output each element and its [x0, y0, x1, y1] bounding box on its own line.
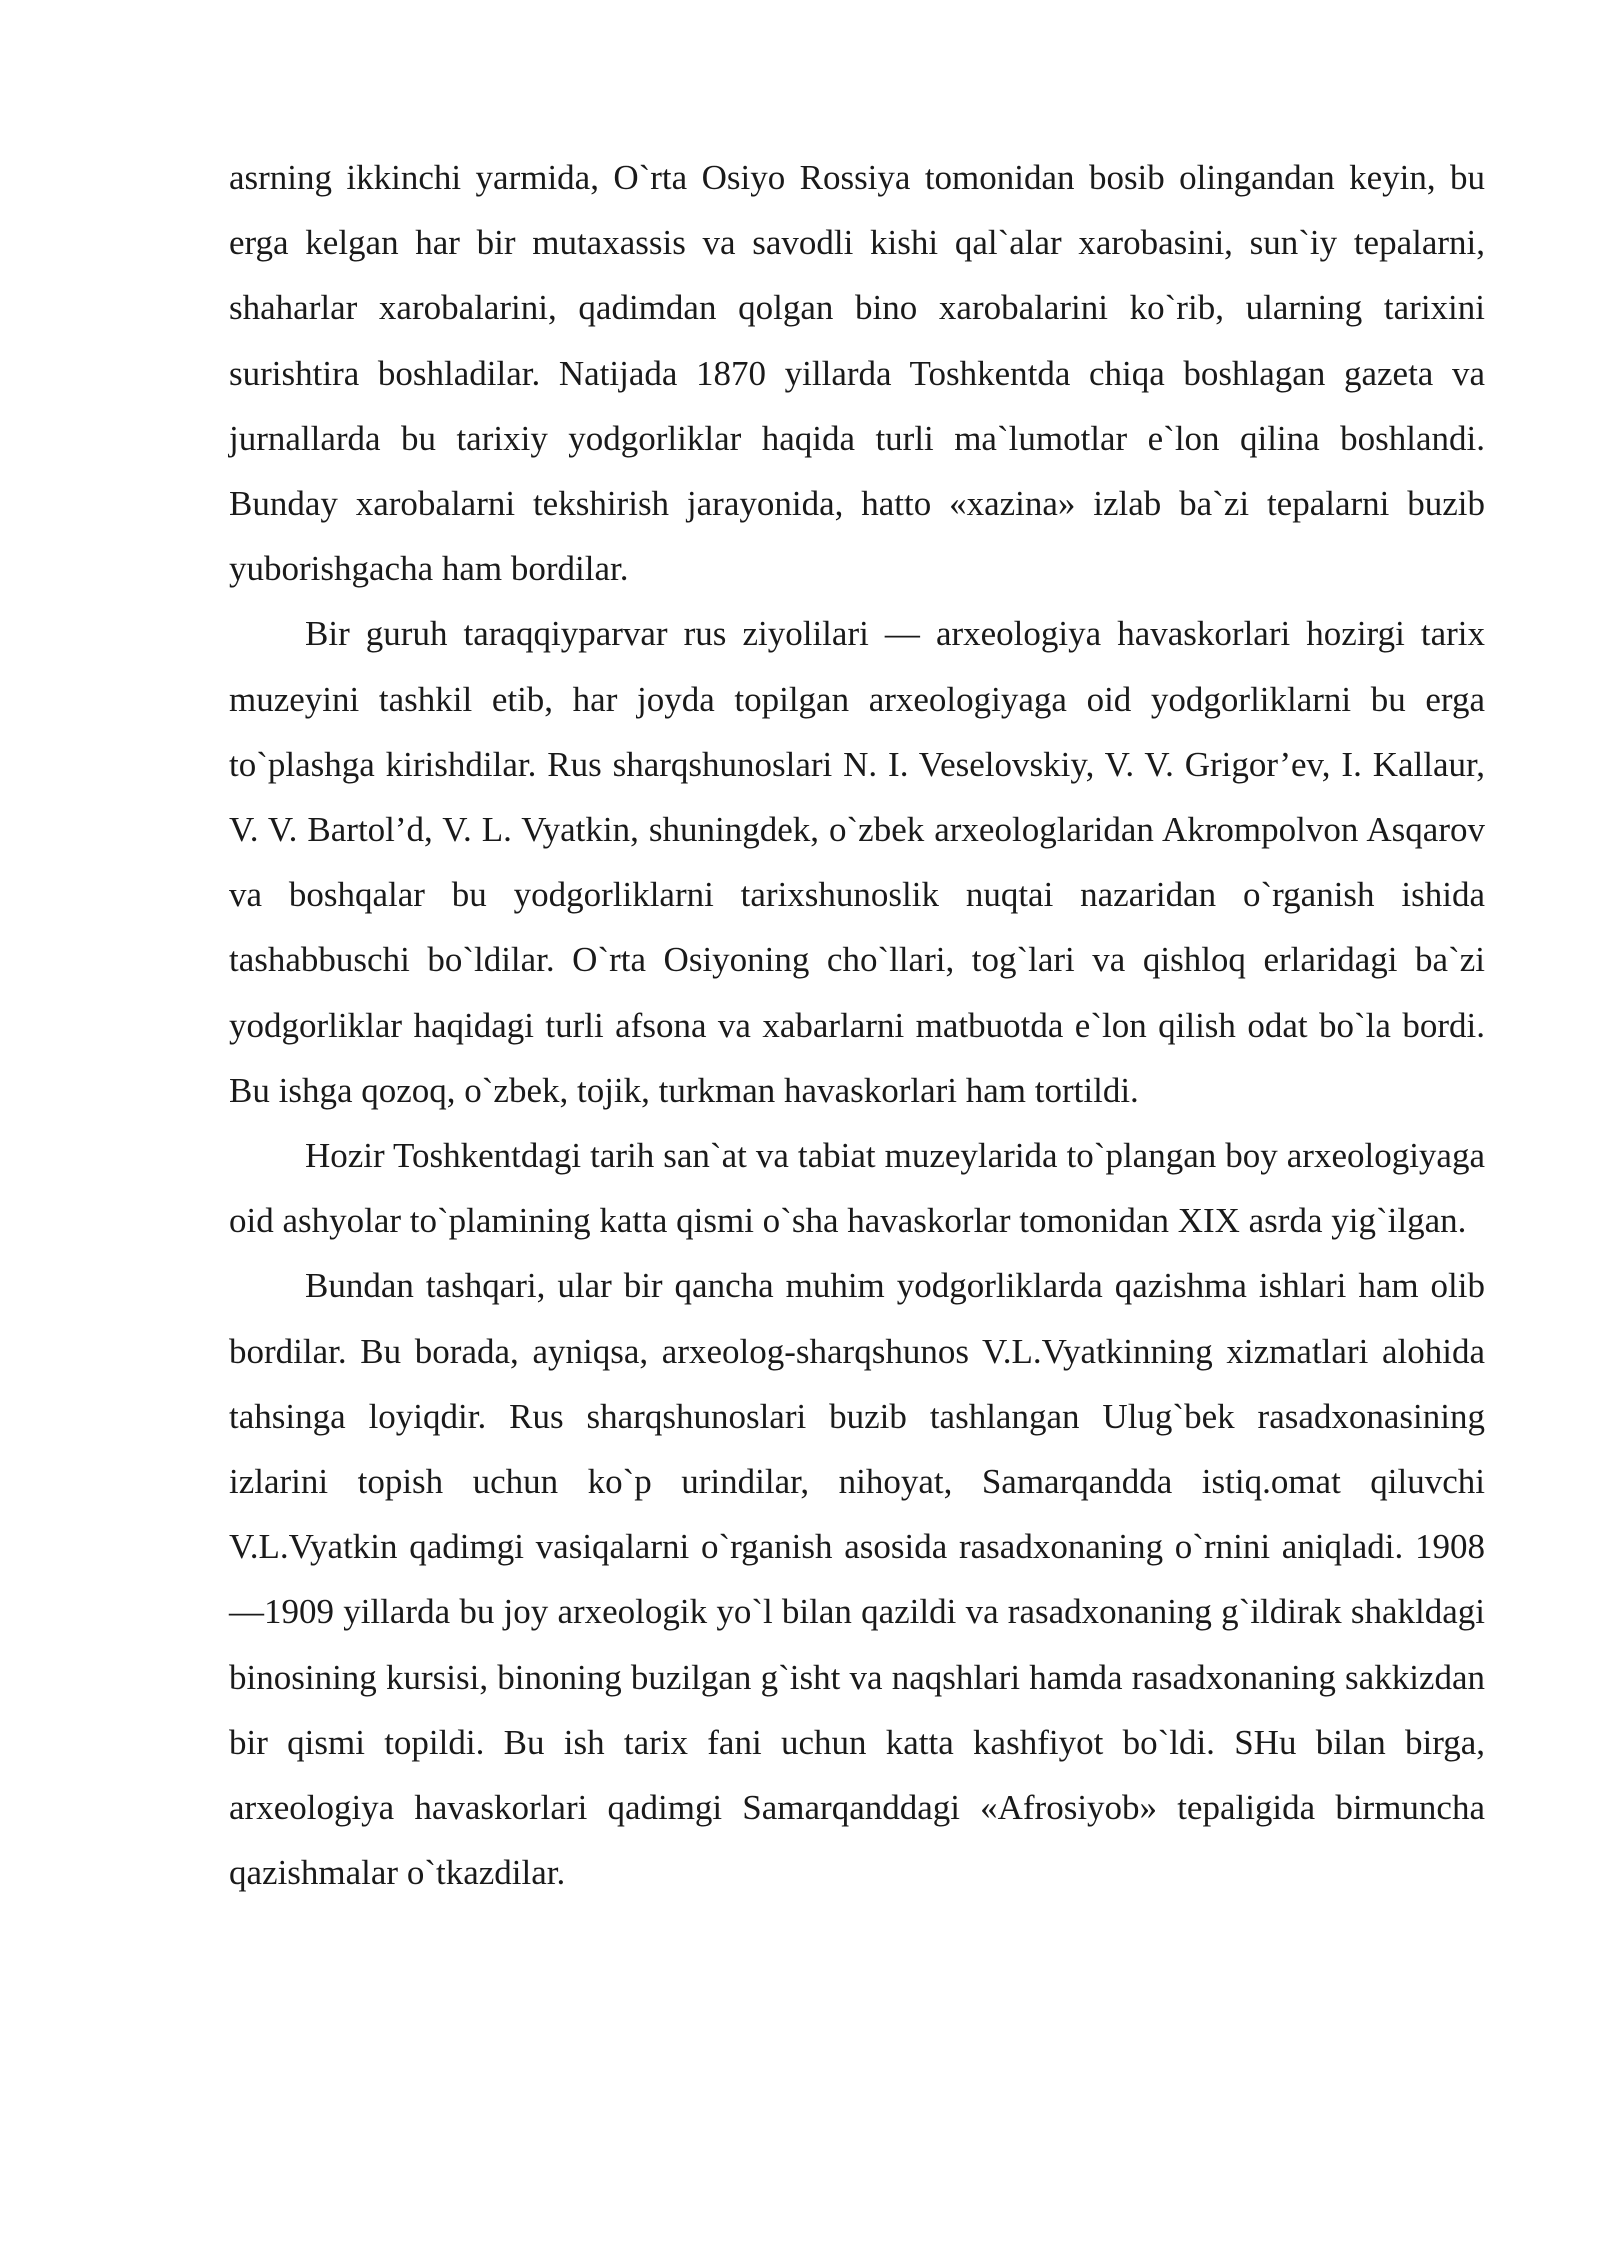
- paragraph-3: Hozir Toshkentdagi tarih san`at va tabiat muzeylarida to`plangan boy arxeologiyaga oid ashyolar to`plamining katta qismi o`sha havaskorlar tomonidan XIX asrda yig`ilgan.: [229, 1136, 1485, 1241]
- body-text: [229, 145, 1485, 1905]
- paragraph-4: Bundan tashqari, ular bir qancha muhim yodgorliklarda qazishma ishlari ham olib bordilar. Bu borada, ayniqsa, arxeolog-sharqshunos V.L.Vyatkinning xizmatlari alohida tahsinga loyiqdir. Rus sharqshunoslari buzib tashlangan Ulug`bek rasadxonasining izlarini topish uchun ko`p urindilar, nihoyat, Samarqandda istiq.omat qiluvchi V.L.Vyatkin qadimgi vasiqalarni o`rganish asosida rasadxonaning o`rnini aniqladi. 1908—1909 yillarda bu joy arxeologik yo`l bilan qazildi va rasadxonaning g`ildirak shakldagi binosining kursisi, binoning buzilgan g`isht va naqshlari hamda rasadxonaning sakkizdan bir qismi topildi. Bu ish tarix fani uchun katta kashfiyot bo`ldi. SHu bilan birga, arxeologiya havaskorlari qadimgi Samarqanddagi «Afrosiyob» tepaligida birmuncha qazishmalar o`tkazdilar.: [229, 1266, 1485, 1893]
- paragraph-2: Bir guruh taraqqiyparvar rus ziyolilari — arxeologiya havaskorlari hozirgi tarix muzeyini tashkil etib, har joyda topilgan arxeologiyaga oid yodgorliklarni bu erga to`plashga kirishdilar. Rus sharqshunoslari N. I. Veselovskiy, V. V. Grigor’ev, I. Kallaur, V. V. Bartol’d, V. L. Vyatkin, shuningdek, o`zbek arxeologlaridan Akrompolvon Asqarov va boshqalar bu yodgorliklarni tarixshunoslik nuqtai nazaridan o`rganish ishida tashabbuschi bo`ldilar. O`rta Osiyoning cho`llari, tog`lari va qishloq erlaridagi ba`zi yodgorliklar haqidagi turli afsona va xabarlarni matbuotda e`lon qilish odat bo`la bordi. Bu ishga qozoq, o`zbek, tojik, turkman havaskorlari ham tortildi.: [229, 614, 1485, 1110]
- paragraph-1: asrning ikkinchi yarmida, O`rta Osiyo Rossiya tomonidan bosib olingandan keyin, bu erga kelgan har bir mutaxassis va savodli kishi qal`alar xarobasini, sun`iy tepalarni, shaharlar xarobalarini, qadimdan qolgan bino xarobalarini ko`rib, ularning tarixini surishtira boshladilar. Natijada 1870 yillarda Toshkentda chiqa boshlagan gazeta va jurnallarda bu tarixiy yodgorliklar haqida turli ma`lumotlar e`lon qilina boshlandi. Bunday xarobalarni tekshirish jarayonida, hatto «xazina» izlab ba`zi tepalarni buzib yuborishgacha ham bordilar.: [229, 158, 1485, 589]
